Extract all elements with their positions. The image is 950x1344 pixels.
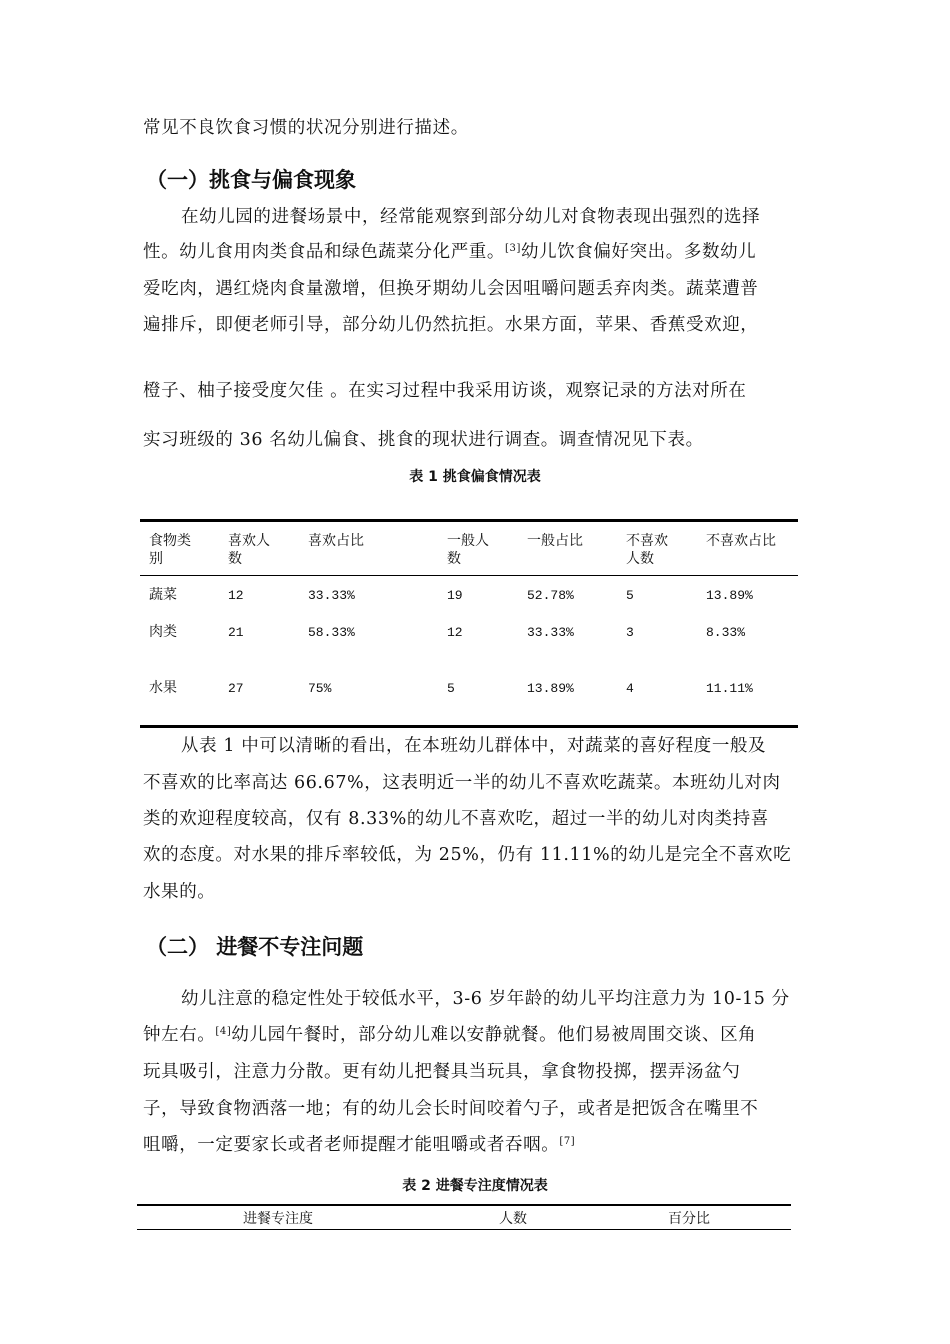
- table1-header-cell: 一般人 数: [447, 533, 489, 567]
- citation-4: [4]: [215, 1026, 232, 1037]
- table1-header-cell: 食物类 别: [149, 533, 191, 567]
- analysis-line-2: 不喜欢的比率高达 66.67%，这表明近一半的幼儿不喜欢吃蔬菜。本班幼儿对肉: [143, 773, 781, 793]
- table1-cell: 33.33%: [308, 588, 355, 603]
- section1-line-5: 橙子、柚子接受度欠佳 。在实习过程中我采用访谈，观察记录的方法对所在: [143, 381, 747, 401]
- table1-cell: 蔬菜: [149, 587, 177, 603]
- table1-caption: 表 1 挑食偏食情况表: [409, 469, 541, 485]
- table1-cell: 5: [447, 681, 455, 696]
- table2-header-cell: 进餐专注度: [243, 1211, 313, 1227]
- analysis-line-5: 水果的。: [143, 882, 216, 902]
- table1-cell: 4: [626, 681, 634, 696]
- table1-cell: 3: [626, 625, 634, 640]
- table2-caption: 表 2 进餐专注度情况表: [402, 1178, 548, 1194]
- table1-cell: 19: [447, 588, 463, 603]
- table2-header-rule: [137, 1229, 791, 1230]
- table1-cell: 58.33%: [308, 625, 355, 640]
- table1-cell: 52.78%: [527, 588, 574, 603]
- table1-cell: 33.33%: [527, 625, 574, 640]
- table1-header-cell: 喜欢人 数: [228, 533, 270, 567]
- table1-header-cell: 不喜欢 人数: [626, 533, 668, 567]
- table2-top-rule: [137, 1204, 791, 1206]
- table1-top-rule: [140, 519, 798, 522]
- table1-cell: 水果: [149, 680, 177, 696]
- table1-cell: 13.89%: [527, 681, 574, 696]
- section2-line-2: 钟左右。[4]幼儿园午餐时，部分幼儿难以安静就餐。他们易被周围交谈、区角: [143, 1025, 757, 1045]
- table1-cell: 8.33%: [706, 625, 746, 640]
- analysis-line-4: 欢的态度。对水果的排斥率较低，为 25%，仍有 11.11%的幼儿是完全不喜欢吃: [143, 845, 792, 865]
- table1-bottom-rule: [140, 725, 798, 728]
- section1-line-1: 在幼儿园的进餐场景中，经常能观察到部分幼儿对食物表现出强烈的选择: [181, 207, 761, 227]
- table1-cell: 12: [228, 588, 244, 603]
- table1-cell: 11.11%: [706, 681, 753, 696]
- table1-header-cell: 一般占比: [527, 533, 583, 549]
- table1-cell: 21: [228, 625, 244, 640]
- citation-7: [7]: [559, 1136, 576, 1147]
- section2-line-3: 玩具吸引，注意力分散。更有幼儿把餐具当玩具，拿食物投掷，摆弄汤盆勺: [143, 1062, 741, 1082]
- table1-cell: 27: [228, 681, 244, 696]
- table1-cell: 75%: [308, 681, 332, 696]
- table2-header-cell: 百分比: [668, 1211, 710, 1227]
- table2-header-cell: 人数: [499, 1211, 527, 1227]
- section1-line-4: 遍排斥，即便老师引导，部分幼儿仍然抗拒。水果方面，苹果、香蕉受欢迎，: [143, 315, 759, 335]
- table1-cell: 13.89%: [706, 588, 753, 603]
- section2-line-4: 子，导致食物洒落一地；有的幼儿会长时间咬着勺子，或者是把饭含在嘴里不: [143, 1099, 759, 1119]
- table1-cell: 肉类: [149, 624, 177, 640]
- section2-heading: （二） 进餐不专注问题: [146, 935, 364, 959]
- table1-header-cell: 不喜欢占比: [706, 533, 776, 549]
- analysis-line-3: 类的欢迎程度较高，仅有 8.33%的幼儿不喜欢吃，超过一半的幼儿对肉类持喜: [143, 809, 769, 829]
- table1-cell: 12: [447, 625, 463, 640]
- section1-line-6: 实习班级的 36 名幼儿偏食、挑食的现状进行调查。调查情况见下表。: [143, 430, 704, 450]
- citation-3: [3]: [505, 243, 521, 254]
- table1-header-cell: 喜欢占比: [308, 533, 364, 549]
- section1-line-3: 爱吃肉，遇红烧肉食量激增，但换牙期幼儿会因咀嚼问题丢弃肉类。蔬菜遭普: [143, 279, 759, 299]
- section1-line-2: 性。幼儿食用肉类食品和绿色蔬菜分化严重。[3]幼儿饮食偏好突出。多数幼儿: [143, 242, 757, 262]
- intro-text: 常见不良饮食习惯的状况分别进行描述。: [143, 118, 469, 138]
- analysis-line-1: 从表 1 中可以清晰的看出，在本班幼儿群体中，对蔬菜的喜好程度一般及: [181, 736, 767, 756]
- section2-line-1: 幼儿注意的稳定性处于较低水平，3-6 岁年龄的幼儿平均注意力为 10-15 分: [181, 989, 790, 1009]
- section1-heading: （一）挑食与偏食现象: [146, 168, 356, 192]
- section2-line-5: 咀嚼，一定要家长或者老师提醒才能咀嚼或者吞咽。[7]: [143, 1135, 576, 1155]
- table1-cell: 5: [626, 588, 634, 603]
- table1-header-rule: [140, 575, 798, 576]
